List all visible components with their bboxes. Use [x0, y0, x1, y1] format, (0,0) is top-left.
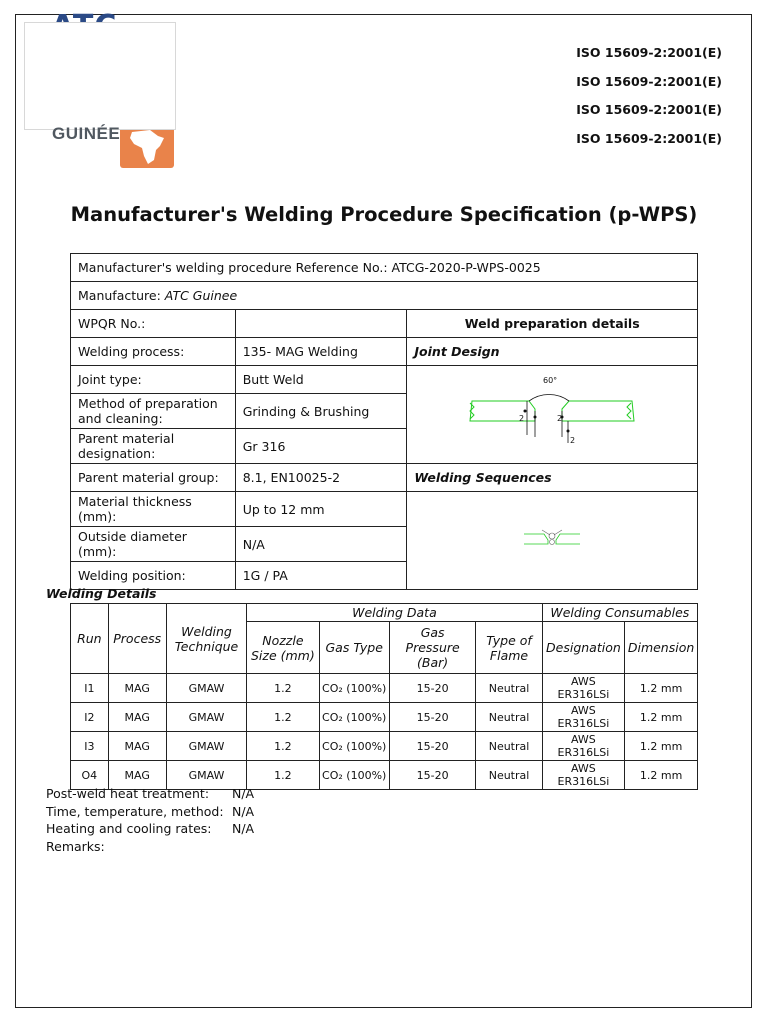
header-dimension: Dimension: [625, 622, 698, 674]
header-designation: Designation: [542, 622, 625, 674]
post-weld-value: N/A: [232, 821, 255, 836]
logo-country: GUINÉE: [52, 124, 121, 143]
post-weld-value: N/A: [232, 803, 255, 819]
header-welding-data: Welding Data: [247, 604, 542, 622]
cell-designation: AWS ER316LSi: [542, 674, 625, 703]
wps-main-table: [70, 253, 698, 590]
joint-design-drawing: [467, 371, 637, 455]
row-label: Material thickness (mm):: [71, 492, 236, 527]
welding-sequence-drawing-cell: [407, 492, 698, 590]
post-weld-value: N/A: [232, 786, 255, 801]
cell-pressure: 15-20: [389, 703, 476, 732]
row-label: Parent material designation:: [71, 429, 236, 464]
cell-dimension: 1.2 mm: [625, 761, 698, 790]
wpqr-label: WPQR No.:: [71, 310, 236, 338]
cell-dimension: 1.2 mm: [625, 674, 698, 703]
iso-line: ISO 15609-2:2001(E): [576, 130, 722, 146]
header-gas-type: Gas Type: [319, 622, 389, 674]
post-weld-row: [46, 803, 254, 821]
header-flame: Type of Flame: [476, 622, 542, 674]
joint-design-drawing-cell: [407, 366, 698, 464]
welding-details-table: [70, 603, 698, 790]
cell-process: MAG: [108, 674, 166, 703]
post-weld-section: [46, 785, 254, 855]
header-welding-consumables: Welding Consumables: [542, 604, 697, 622]
joint-design-label: Joint Design: [407, 338, 698, 366]
header-technique: Welding Technique: [166, 604, 246, 674]
welding-sequences-label: Welding Sequences: [407, 464, 698, 492]
weld-prep-header: Weld preparation details: [407, 310, 698, 338]
welding-sequence-drawing: [522, 524, 582, 554]
cell-flame: Neutral: [476, 674, 542, 703]
cell-process: MAG: [108, 732, 166, 761]
manufacture-label: Manufacture:: [78, 288, 165, 303]
manufacture-cell: [71, 282, 698, 310]
cell-technique: GMAW: [166, 761, 246, 790]
cell-run: O4: [71, 761, 109, 790]
dim-bottom-label: 2: [570, 436, 576, 445]
cell-flame: Neutral: [476, 761, 542, 790]
table-row: [71, 732, 698, 761]
row-value: 8.1, EN10025-2: [235, 464, 407, 492]
iso-line: ISO 15609-2:2001(E): [576, 45, 722, 60]
company-logo: [24, 16, 176, 152]
dim-mid-label: 2: [557, 414, 563, 423]
cell-technique: GMAW: [166, 674, 246, 703]
welding-details-label: Welding Details: [46, 586, 157, 601]
cell-run: I1: [71, 674, 109, 703]
post-weld-row: [46, 785, 254, 803]
row-label: Outside diameter (mm):: [71, 527, 236, 562]
header-gas-pressure: Gas Pressure (Bar): [389, 622, 476, 674]
manufacture-value: ATC Guinee: [164, 288, 238, 303]
row-label: Welding process:: [71, 338, 236, 366]
header-process: Process: [108, 604, 166, 674]
table-row: [71, 703, 698, 732]
row-value: Grinding & Brushing: [235, 394, 407, 429]
cell-pressure: 15-20: [389, 761, 476, 790]
dim-left-label: 2: [519, 414, 525, 423]
iso-header: [576, 43, 722, 157]
cell-pressure: 15-20: [389, 674, 476, 703]
cell-dimension: 1.2 mm: [625, 703, 698, 732]
cell-run: I2: [71, 703, 109, 732]
cell-pressure: 15-20: [389, 732, 476, 761]
cell-process: MAG: [108, 703, 166, 732]
cell-gas: CO₂ (100%): [319, 732, 389, 761]
cell-nozzle: 1.2: [247, 732, 319, 761]
row-value: N/A: [235, 527, 407, 562]
iso-line: ISO 15609-2:2001(E): [576, 102, 722, 117]
cell-gas: CO₂ (100%): [319, 761, 389, 790]
row-label: Method of preparation and cleaning:: [71, 394, 236, 429]
cell-run: I3: [71, 732, 109, 761]
cell-process: MAG: [108, 761, 166, 790]
row-value: 1G / PA: [235, 562, 407, 590]
row-label: Welding position:: [71, 562, 236, 590]
header-run: Run: [71, 604, 109, 674]
row-label: Parent material group:: [71, 464, 236, 492]
cell-nozzle: 1.2: [247, 703, 319, 732]
cell-technique: GMAW: [166, 732, 246, 761]
cell-dimension: 1.2 mm: [625, 732, 698, 761]
logo-overlay: [24, 22, 176, 130]
cell-flame: Neutral: [476, 703, 542, 732]
africa-map-icon: [120, 126, 174, 168]
cell-gas: CO₂ (100%): [319, 703, 389, 732]
cell-technique: GMAW: [166, 703, 246, 732]
post-weld-label: Heating and cooling rates:: [46, 821, 212, 836]
post-weld-label: Time, temperature, method:: [46, 803, 224, 819]
post-weld-label: Post-weld heat treatment:: [46, 786, 210, 801]
row-label: Joint type:: [71, 366, 236, 394]
iso-line: ISO 15609-2:2001(E): [576, 73, 722, 89]
post-weld-label: Remarks:: [46, 838, 105, 854]
row-value: Butt Weld: [235, 366, 407, 394]
header-nozzle: Nozzle Size (mm): [247, 622, 319, 674]
cell-nozzle: 1.2: [247, 674, 319, 703]
table-row: [71, 674, 698, 703]
row-value: Up to 12 mm: [235, 492, 407, 527]
cell-flame: Neutral: [476, 732, 542, 761]
cell-gas: CO₂ (100%): [319, 674, 389, 703]
angle-label: 60°: [543, 376, 558, 385]
reference-cell: Manufacturer's welding procedure Reference No.: ATCG-2020-P-WPS-0025: [71, 254, 698, 282]
post-weld-row: [46, 838, 254, 856]
row-value: 135- MAG Welding: [235, 338, 407, 366]
cell-designation: AWS ER316LSi: [542, 761, 625, 790]
wpqr-value: [235, 310, 407, 338]
document-title: Manufacturer's Welding Procedure Specification (p-WPS): [70, 203, 698, 226]
cell-nozzle: 1.2: [247, 761, 319, 790]
row-value: Gr 316: [235, 429, 407, 464]
cell-designation: AWS ER316LSi: [542, 703, 625, 732]
cell-designation: AWS ER316LSi: [542, 732, 625, 761]
post-weld-row: [46, 820, 254, 838]
